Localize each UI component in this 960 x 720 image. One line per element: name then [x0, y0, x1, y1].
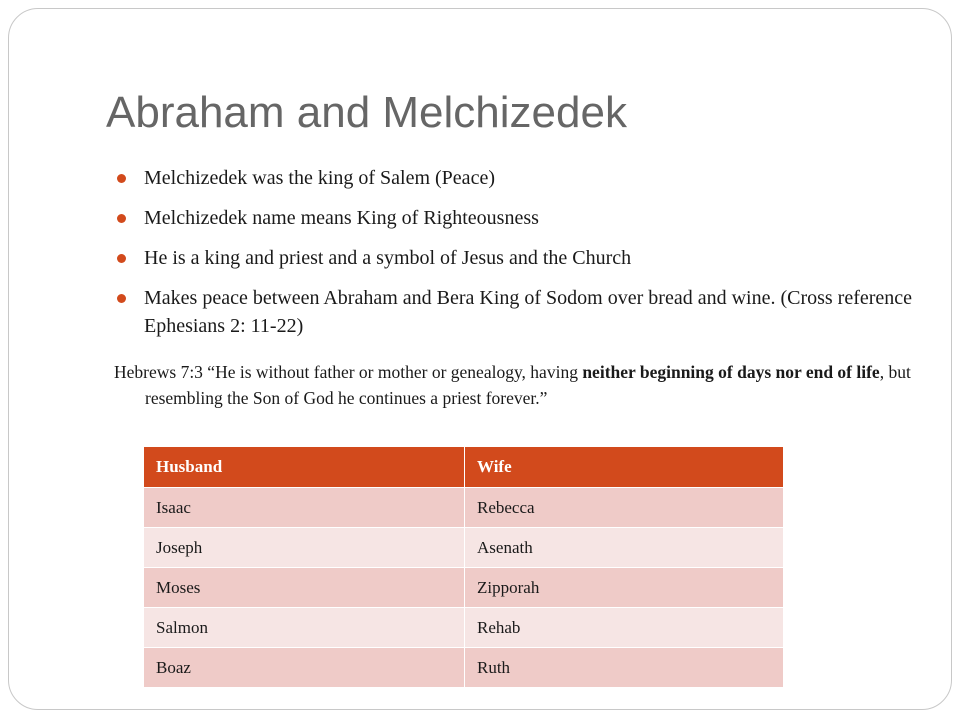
wife-cell: Zipporah: [465, 568, 784, 608]
bullet-dot-icon: [117, 174, 126, 183]
quote-text-start: Hebrews 7:3 “He is without father or mother or genealogy, having: [114, 362, 583, 382]
table-row: [144, 568, 784, 608]
header-wife: Wife: [465, 447, 784, 488]
bullet-item: [117, 284, 917, 340]
husband-cell: Joseph: [144, 528, 465, 568]
bullet-text: Melchizedek was the king of Salem (Peace): [144, 167, 495, 189]
table-row: [144, 528, 784, 568]
wife-cell: Asenath: [465, 528, 784, 568]
hebrews-quote: [114, 359, 945, 411]
bullet-item: [117, 204, 917, 232]
husband-cell: Moses: [144, 568, 465, 608]
wife-cell: Rehab: [465, 608, 784, 648]
table-row: [144, 648, 784, 688]
bullet-item: [117, 164, 917, 192]
bullet-item: [117, 244, 917, 272]
bullet-text: He is a king and priest and a symbol of Jesus and the Church: [144, 247, 632, 269]
table-header-row: [144, 447, 784, 488]
wife-cell: Ruth: [465, 648, 784, 688]
bullet-dot-icon: [117, 214, 126, 223]
husband-cell: Boaz: [144, 648, 465, 688]
table-row: [144, 608, 784, 648]
quote-emphasis: neither beginning of days nor end of life: [582, 362, 880, 382]
bullet-list: [117, 164, 917, 352]
bullet-text: Makes peace between Abraham and Bera King of Sodom over bread and wine. (Cross reference Ephesians 2: 11-22): [144, 287, 913, 337]
bullet-dot-icon: [117, 254, 126, 263]
wife-cell: Rebecca: [465, 488, 784, 528]
slide-title: Abraham and Melchizedek: [106, 88, 627, 137]
bullet-dot-icon: [117, 294, 126, 303]
bullet-text: Melchizedek name means King of Righteousness: [144, 207, 539, 229]
quote-text-end: , but resembling the Son of God he continues a priest forever.”: [145, 362, 911, 408]
couples-table: [144, 447, 784, 688]
header-husband: Husband: [144, 447, 465, 488]
husband-cell: Isaac: [144, 488, 465, 528]
table-row: [144, 488, 784, 528]
husband-cell: Salmon: [144, 608, 465, 648]
